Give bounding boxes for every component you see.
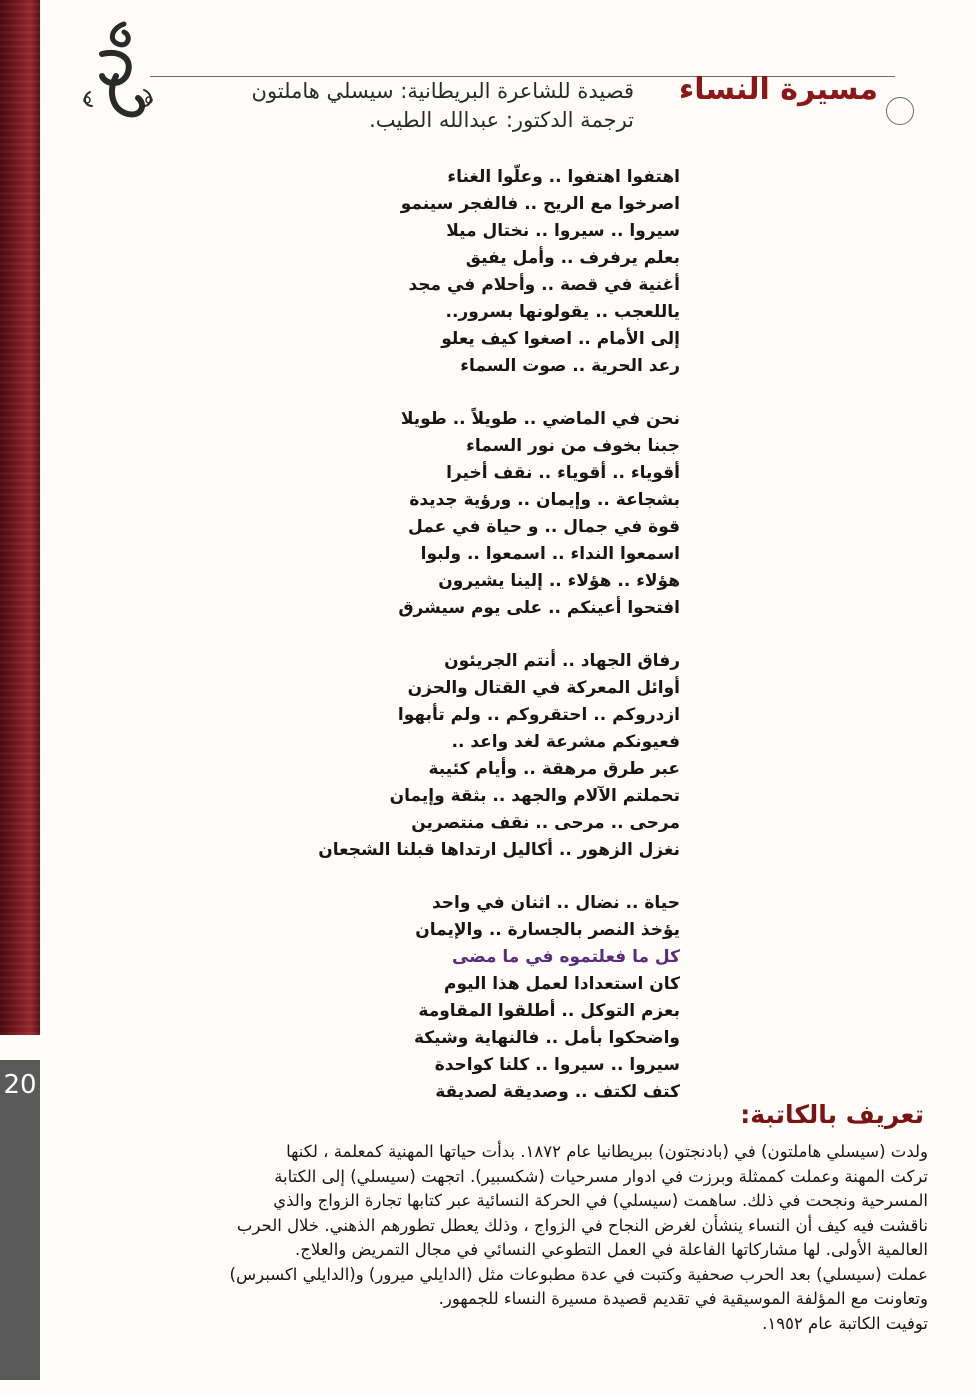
poem-stanza-2 [300,406,680,622]
poem-line: يؤخذ النصر بالجسارة .. والإيمان [415,920,680,940]
page-number-tab [0,1060,40,1380]
bio-line: المسرحية ونجحت في ذلك. ساهمت (سيسلي) في الحركة النسائية عبر كتابها تجارة الزواج والذي [273,1191,928,1210]
poem-line: حياة .. نضال .. اثنان في واحد [431,893,680,913]
poem-line: هؤلاء .. هؤلاء .. إلينا يشيرون [438,571,680,591]
poem-line: سيروا .. سيروا .. كلنا كواحدة [434,1055,680,1075]
bio-paragraph [56,1140,928,1336]
poem-title: مسيرة النساء [678,72,878,107]
poem-line: جبنا بخوف من نور السماء [466,436,680,456]
poem-line: رفاق الجهاد .. أنتم الجريئون [444,651,680,671]
poem-line: بشجاعة .. وإيمان .. ورؤية جديدة [409,490,680,510]
translator-credit: ترجمة الدكتور: عبدالله الطيب. [369,108,634,132]
page-number: 20 [3,1070,37,1100]
bio-heading: تعريف بالكاتبة: [740,1100,924,1129]
poem-subtitle: قصيدة للشاعرة البريطانية: سيسلي هاملتون [251,79,634,103]
bio-line: العالمية الأولى. لها مشاركاتها الفاعلة في العمل التطوعي النسائي في مجال التمريض والعلاج. [294,1240,928,1259]
poem-line: أقوياء .. أقوياء .. نقف أخيرا [446,463,680,483]
poem-line: ياللعجب .. يقولونها بسرور.. [445,302,680,322]
poem-line: اسمعوا النداء .. اسمعوا .. ولبوا [420,544,680,564]
poem-line: بعزم التوكل .. أطلقوا المقاومة [418,1001,680,1021]
poem-line: مرحى .. مرحى .. نقف منتصرين [411,813,680,833]
poem-line: تحملتم الآلام والجهد .. بثقة وإيمان [389,786,680,806]
bio-line: توفيت الكاتبة عام ١٩٥٢. [762,1313,928,1333]
poem-line: افتحوا أعينكم .. على يوم سيشرق [398,598,680,618]
bio-line: تركت المهنة وعملت كممثلة وبرزت في ادوار مسرحيات (شكسبير). اتجهت (سيسلي) إلى الكتابة [274,1166,928,1186]
poem-stanza-3 [300,648,680,864]
poem-line: اهتفوا اهتفوا .. وعلّوا الغناء [447,167,680,187]
poem-stanza-1 [300,164,680,380]
poem-line: نحن في الماضي .. طويلاً .. طويلا [400,409,680,429]
header-ornament [886,97,914,125]
poem-line: عبر طرق مرهقة .. وأيام كئيبة [428,759,680,779]
poem-line: كتف لكتف .. وصديقة لصديقة [435,1082,680,1102]
bio-line: ناقشت فيه كيف أن النساء ينشأن لغرض النجاح في الزواج ، وذلك يعطل تطورهم الذهني. خلال الحرب [236,1215,928,1235]
poem-line: اصرخوا مع الريح .. فالفجر سينمو [400,194,680,214]
poem-line: بعلم يرفرف .. وأمل يفيق [465,248,680,268]
poem-line: رعد الحرية .. صوت السماء [460,356,680,376]
bio-line: وتعاونت مع المؤلفة الموسيقية في تقديم قصيدة مسيرة النساء للجمهور. [438,1289,928,1308]
magazine-logo-icon [72,14,162,126]
bio-line: ولدت (سيسلي هاملتون) في (بادنجتون) ببريطانيا عام ١٨٧٢. بدأت حياتها المهنية كمعلمة ، لكنها [286,1142,928,1161]
bio-line: عملت (سيسلي) بعد الحرب صحفية وكتبت في عدة مطبوعات مثل (الدايلي ميرور) و(الدايلي اكسبرس) [229,1264,928,1284]
poem-line: أوائل المعركة في القتال والحزن [407,678,680,698]
poem-stanza-4 [300,890,680,1106]
poem-line-highlighted: كل ما فعلتموه في ما مضى [452,947,680,967]
poem-line: سيروا .. سيروا .. نختال ميلا [446,221,680,241]
poem-line: أغنية في قصة .. وأحلام في مجد [408,275,680,295]
poem-line: ازدروكم .. احتقروكم .. ولم تأبهوا [397,705,680,725]
poem-line: إلى الأمام .. اصغوا كيف يعلو [441,329,680,349]
poem-line: كان استعدادا لعمل هذا اليوم [444,974,680,994]
decorative-side-strip [0,0,40,1035]
poem-line: واضحكوا بأمل .. فالنهاية وشيكة [413,1028,680,1048]
poem-body [300,164,680,1132]
poem-line: فعيونكم مشرعة لغد واعد .. [451,732,680,752]
poem-line: نغزل الزهور .. أكاليل ارتداها قبلنا الشجعان [318,840,680,860]
poem-line: قوة في جمال .. و حياة في عمل [408,517,680,537]
